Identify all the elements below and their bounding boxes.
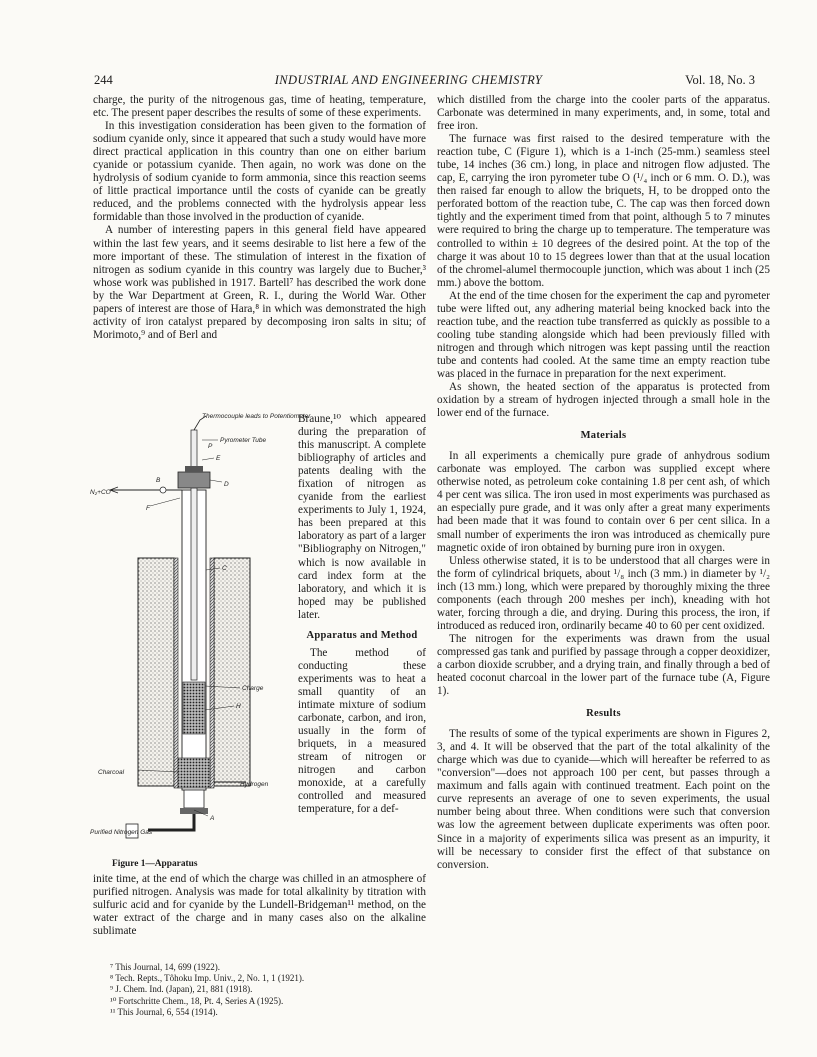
figure-1 xyxy=(90,410,311,869)
paragraph: which distilled from the charge into the cooler parts of the apparatus. Carbonate was determined in many experiments, and, in some, total and free iron. xyxy=(437,94,770,133)
paragraph: In this investigation consideration has been given to the formation of sodium cyanide only, since it appeared that such a study would have more direct practical application in this country than one on either barium cyanide or potassium cyanide. Then again, no work was done on the hydrolysis of sodium cyanide to form ammonia, since this reaction seems of little practical importance until the costs of cyanide can be greatly reduced, and the problems connected with the hydrolysis appear less formidable than those involved in the production of cyanide. xyxy=(93,120,426,224)
label-h: H xyxy=(236,703,241,710)
paragraph: charge, the purity of the nitrogenous gas, time of heating, temperature, etc. The present paper describes the results of some of these experiments. xyxy=(93,94,426,120)
label-d: D xyxy=(224,481,229,488)
section-heading-materials: Materials xyxy=(580,430,627,442)
paragraph: At the end of the time chosen for the experiment the cap and pyrometer tube were lifted out, any adhering material being knocked back into the reaction tube, and the reaction tube transferred as quickly as possible to a cooling tube standing alongside which had been previously filled with nitrogen and through which nitrogen was kept passing until the reaction tube and contents had cooled. At the same time an empty reaction tube was placed in the furnace in preparation for the next experiment. xyxy=(437,289,770,380)
paragraph: As shown, the heated section of the apparatus is protected from oxidation by a stream of hydrogen injected through a small hole in the lower end of the furnace. xyxy=(437,381,770,420)
paragraph: In all experiments a chemically pure grade of anhydrous sodium carbonate was employed. The carbon was supplied except where otherwise noted, as petroleum coke containing 1.8 per cent ash, of which 4 per cent was silica. The iron used in most experiments was purchased as an especially pure grade, and it was only after a great many experiments had been made that it was found to contain over 6 per cent silica. In a small number of experiments the iron was introduced as chemically pure magnetic oxide of iron obtained by burning pure iron in oxygen. xyxy=(437,450,770,554)
paragraph: The method of conducting these experiments was to heat a small quantity of an intimate mixture of sodium carbonate, carbon, and iron, usually in the form of briquets, in a measured stream of nitrogen or nitrogen and carbon monoxide, at a carefully controlled and measured temperature, for a def- xyxy=(298,646,426,816)
footnotes xyxy=(100,962,426,1018)
figure-caption: Figure 1—Apparatus xyxy=(112,859,198,869)
paragraph: The results of some of the typical experiments are shown in Figures 2, 3, and 4. It will be observed that the part of the total alkalinity of the charge which was due to cyanide—which will hereafter be referred to as "conversion"—does not approach 100 per cent, but passes through a maximum and falls again with continued treatment. Each point on the curve represents an average of one to seven experiments, the usual number being about three. When conditions were such that conversion was low the agreement between duplicate experiments was often poor. Since in a majority of experiments silica was present as an impurity, it will be necessary to consider first the effect of that substance on conversion. xyxy=(437,728,770,871)
label-n2co: N₂+CO xyxy=(90,489,111,496)
paragraph: inite time, at the end of which the charge was chilled in an atmosphere of purified nitrogen. Analysis was made for total alkalinity by titration with sulfuric acid and for cyanide by the Lundell-Bridgeman¹¹ method, on the water extract of the charge and in many cases also on the alkaline sublimate xyxy=(93,873,426,938)
paragraph: The nitrogen for the experiments was drawn from the usual compressed gas tank and purified by passage through a copper deoxidizer, a carbon dioxide scrubber, and a drying train, and finally through a bed of heated coconut charcoal in the lower part of the furnace tube (A, Figure 1). xyxy=(437,632,770,698)
page-number: 244 xyxy=(94,73,113,87)
journal-title: INDUSTRIAL AND ENGINEERING CHEMISTRY xyxy=(274,73,543,87)
label-a: A xyxy=(210,815,215,822)
paragraph: A number of interesting papers in this general field have appeared within the last few years, and it seems desirable to list here a few of the more important of these. The stimulation of interest in the fixation of nitrogen as sodium cyanide in this country was largely due to Bucher,³ whose work was published in 1917. Bartell⁷ has described the work done by the War Department at Green, R. I., during the World War. Other papers of interest are those of Hara,⁸ in which was demonstrated the high activity of iron catalyst prepared by decomposing iron salts in situ; of Morimoto,⁹ and of Berl and xyxy=(93,224,426,341)
volume-issue: Vol. 18, No. 3 xyxy=(685,73,755,87)
label-p: P xyxy=(208,443,213,450)
section-heading-apparatus: Apparatus and Method xyxy=(306,629,418,641)
section-heading-results: Results xyxy=(586,708,621,720)
label-f: F xyxy=(146,505,150,512)
label-charcoal: Charcoal xyxy=(98,769,125,776)
label-charge: Charge xyxy=(242,685,264,692)
left-column-beside-figure xyxy=(298,413,426,816)
footnote: ⁸ Tech. Repts., Tôhoku Imp. Univ., 2, No. 1, 1 (1921). xyxy=(110,973,305,984)
left-column-bottom xyxy=(93,873,426,938)
right-column xyxy=(437,94,770,872)
apparatus-diagram xyxy=(90,410,311,850)
footnote: ⁷ This Journal, 14, 699 (1922). xyxy=(110,962,220,972)
footnote: ⁹ J. Chem. Ind. (Japan), 21, 881 (1918). xyxy=(110,984,253,995)
paragraph: Unless otherwise stated, it is to be understood that all charges were in the form of cylindrical briquets, about ¹/₈ inch (3 mm.) in diameter by ¹/₂ inch (13 mm.) long, which were prepared by thoroughly mixing the three components (each through 200 meshes per inch), kneading with hot water, forcing through a die, and drying. During this process, the iron, if introduced as reduced iron, ordinarily became 40 to 60 per cent oxidized. xyxy=(437,554,770,632)
left-column-top xyxy=(93,94,426,342)
paragraph: Braune,¹⁰ which appeared during the preparation of this manuscript. A complete bibliography of articles and patents dealing with the fixation of nitrogen as cyanide from the earliest experiments to July 1, 1924, has been prepared at this laboratory as part of a larger "Bibliography on Nitrogen," which is now available in card index form at the laboratory, and which it is hoped may be published later. xyxy=(298,413,426,621)
label-e: E xyxy=(216,455,221,462)
label-pyrometer: Pyrometer Tube xyxy=(220,437,267,444)
label-hydrogen: Hydrogen xyxy=(240,781,269,788)
footnote: ¹¹ This Journal, 6, 554 (1914). xyxy=(110,1006,218,1017)
paragraph: The furnace was first raised to the desired temperature with the reaction tube, C (Figure 1), which is a 1-inch (25-mm.) seamless steel tube, 14 inches (36 cm.) long, in place and nitrogen flow adjusted. The cap, E, carrying the iron pyrometer tube O (¹/₄ inch or 6 mm. O. D.), was then raised far enough to allow the briquets, H, to be dropped onto the perforated bottom of the reaction tube, C. The cap was then forced down tightly and the experiment timed from that point, although 5 to 7 minutes were required to bring the charge up to temperature. The temperature was controlled to within ± 10 degrees of the desired point. At the top of the charge it was about 10 to 15 degrees lower than that at the usual location of the chromel-alumel thermocouple junction, which was about 1 inch (25 mm.) above the bottom. xyxy=(437,133,770,289)
footnote: ¹⁰ Fortschritte Chem., 18, Pt. 4, Series A (1925). xyxy=(110,995,284,1006)
label-c: C xyxy=(222,565,227,572)
label-b: B xyxy=(156,477,161,484)
label-thermocouple: Thermocouple leads to Potentiometer xyxy=(202,413,311,420)
label-purified-nitrogen: Purified Nitrogen Gas xyxy=(90,829,153,836)
